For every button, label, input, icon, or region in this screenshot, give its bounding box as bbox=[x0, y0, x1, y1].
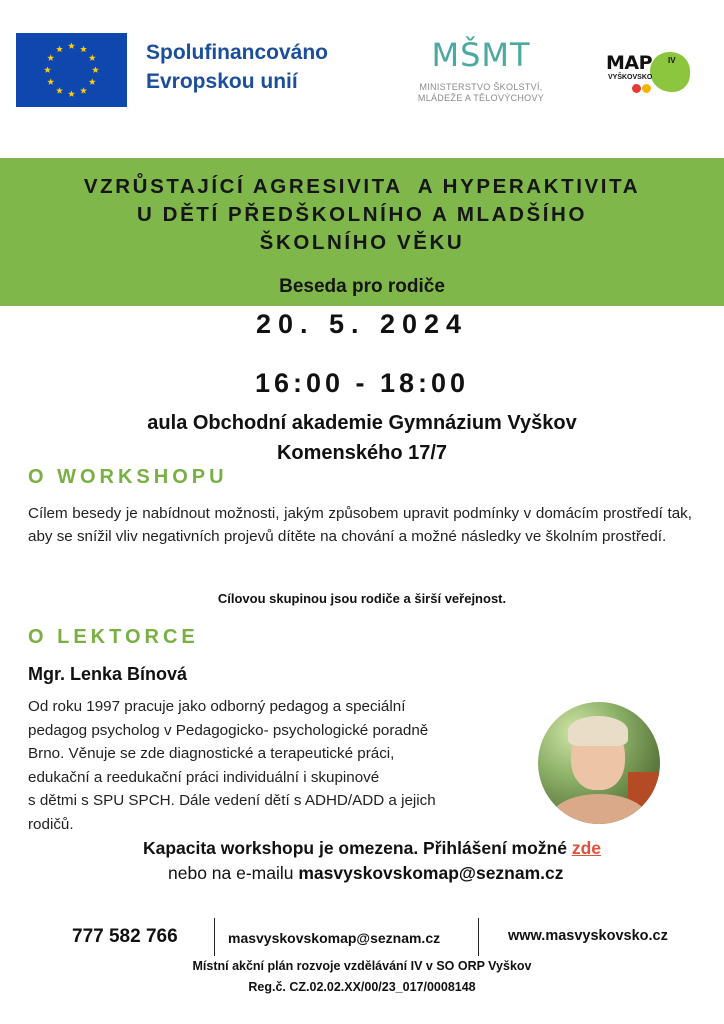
venue-line2: Komenského 17/7 bbox=[276, 442, 448, 464]
bio-line: rodičů. bbox=[28, 815, 74, 833]
venue-line1: aula Obchodní akademie Gymnázium Vyškov bbox=[147, 412, 577, 434]
eu-stars-icon bbox=[16, 33, 127, 107]
event-time: 16:00 - 18:00 bbox=[254, 368, 470, 398]
bio-line: s dětmi s SPU SPCH. Dále vedení dětí s ADHD/ADD a jejich bbox=[28, 792, 436, 809]
footer-phone[interactable]: 777 582 766 bbox=[72, 926, 178, 947]
lector-heading: O LEKTORCE bbox=[28, 626, 199, 648]
map-sub: VYŠKOVSKO bbox=[608, 74, 653, 81]
lector-bio bbox=[28, 695, 508, 836]
title-banner bbox=[0, 158, 724, 306]
title-line3: ŠKOLNÍHO VĚKU bbox=[259, 231, 465, 254]
map-iv: IV bbox=[668, 56, 676, 65]
footer-divider bbox=[478, 918, 479, 956]
footer-divider bbox=[214, 918, 215, 956]
workshop-heading: O WORKSHOPU bbox=[28, 466, 228, 488]
lector-photo bbox=[538, 702, 660, 824]
lector-name: Mgr. Lenka Bínová bbox=[28, 664, 188, 684]
msmt-line1: MINISTERSTVO ŠKOLSTVÍ, bbox=[419, 82, 543, 92]
event-title bbox=[0, 173, 724, 257]
bio-line: Od roku 1997 pracuje jako odborný pedagog a speciální bbox=[28, 698, 406, 715]
footer-project-line: Místní akční plán rozvoje vzdělávání IV v SO ORP Vyškov bbox=[192, 959, 532, 973]
event-date: 20. 5. 2024 bbox=[255, 309, 469, 339]
msmt-logo bbox=[396, 30, 566, 104]
workshop-description: Cílem besedy je nabídnout možnosti, jakým způsobem upravit podmínky v domácím prostředí tak, aby se snížil vliv negativních projevů dítěte na chování a možné následky ve školním prostředí. bbox=[28, 505, 692, 545]
event-subtitle: Beseda pro rodiče bbox=[279, 276, 445, 297]
email-prefix: nebo na e-mailu bbox=[168, 863, 299, 883]
msmt-line2: MLÁDEŽE A TĚLOVÝCHOVY bbox=[417, 93, 545, 103]
red-dot-icon bbox=[632, 84, 641, 93]
title-line2: U DĚTÍ PŘEDŠKOLNÍHO A MLADŠÍHO bbox=[136, 203, 588, 226]
event-venue bbox=[0, 408, 724, 468]
capacity-text: Kapacita workshopu je omezena. Přihlášení možné bbox=[142, 838, 572, 858]
registration-email[interactable]: masvyskovskomap@seznam.cz bbox=[298, 863, 564, 883]
map-vyskovsko-logo bbox=[604, 46, 694, 102]
registration-email-line bbox=[168, 863, 564, 884]
msmt-mark: MŠMT bbox=[431, 36, 531, 74]
photo-hair bbox=[568, 716, 628, 746]
eu-text-line1: Spolufinancováno bbox=[146, 41, 329, 64]
bio-line: Brno. Věnuje se zde diagnostické a terapeutické práci, bbox=[28, 745, 395, 762]
capacity-notice bbox=[0, 838, 724, 859]
bio-line: edukační a reedukační práci individuální i skupinové bbox=[28, 768, 380, 786]
footer-website[interactable]: www.masvyskovsko.cz bbox=[508, 928, 668, 944]
target-group: Cílovou skupinou jsou rodiče a širší veřejnost. bbox=[217, 591, 507, 606]
eu-cofinanced-text bbox=[146, 38, 328, 96]
yellow-dot-icon bbox=[642, 84, 651, 93]
footer-email[interactable]: masvyskovskomap@seznam.cz bbox=[228, 930, 441, 946]
footer-reg-number: Reg.č. CZ.02.02.XX/00/23_017/0008148 bbox=[248, 980, 476, 994]
bio-line: pedagog psycholog v Pedagogicko- psychologické poradně bbox=[28, 721, 429, 739]
eu-flag-logo bbox=[16, 33, 127, 107]
eu-text-line2: Evropskou unií bbox=[146, 70, 298, 93]
registration-link[interactable]: zde bbox=[571, 838, 602, 858]
title-line1: VZRŮSTAJÍCÍ AGRESIVITA A HYPERAKTIVITA bbox=[83, 175, 641, 198]
map-word: MAP bbox=[606, 52, 653, 74]
